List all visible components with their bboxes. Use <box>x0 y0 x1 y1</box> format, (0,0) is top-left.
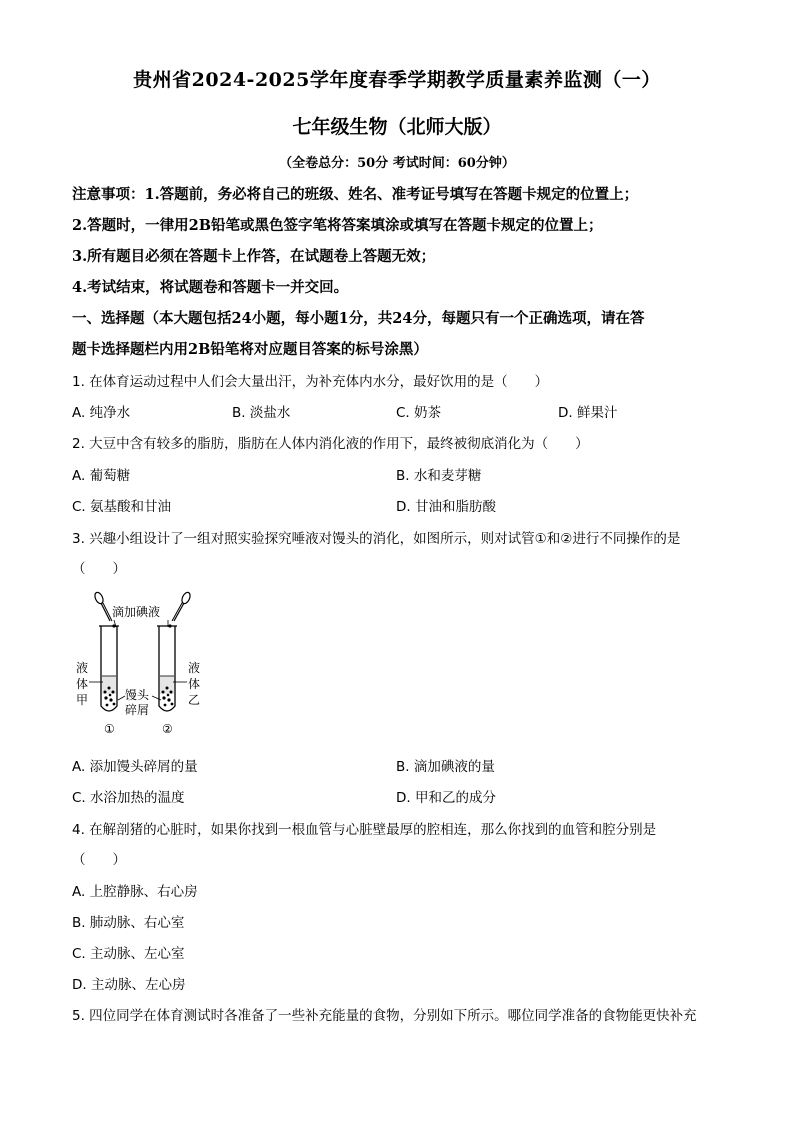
q2-option-c: C. 氨基酸和甘油 <box>72 499 172 515</box>
question-3-stem-bracket: （ ） <box>72 561 126 577</box>
note-2: 2.答题时，一律用2B铅笔或黑色签字笔将答案填涂或填写在答题卡规定的位置上； <box>72 217 603 234</box>
q1-option-b: B. 淡盐水 <box>232 405 291 421</box>
bread-crumbs-label-1: 馒头 <box>125 688 150 702</box>
exam-subject-title: 七年级生物（北师大版） <box>292 116 502 138</box>
q4-option-b: B. 肺动脉、右心室 <box>72 915 185 931</box>
question-5-stem: 5. 四位同学在体育测试时各准备了一些补充能量的食物，分别如下所示。哪位同学准备的食物能更快补充 <box>72 1008 697 1024</box>
liquid-b-label-3: 乙 <box>188 693 201 707</box>
bread-crumbs-label-2: 碎屑 <box>125 703 150 717</box>
note-1: 注意事项：1.答题前，务必将自己的班级、姓名、准考证号填写在答题卡规定的位置上； <box>72 186 639 203</box>
question-4-stem-bracket: （ ） <box>72 852 126 868</box>
liquid-a-label-3: 甲 <box>76 693 89 707</box>
exam-title: 贵州省2024-2025学年度春季学期教学质量素养监测（一） <box>133 69 661 91</box>
drop-iodine-label: 滴加碘液 <box>112 605 161 619</box>
question-2-stem: 2. 大豆中含有较多的脂肪，脂肪在人体内消化液的作用下，最终被彻底消化为（ ） <box>72 436 589 452</box>
liquid-b-label-2: 体 <box>188 677 201 691</box>
note-4: 4.考试结束，将试题卷和答题卡一并交回。 <box>72 279 349 296</box>
q3-option-d: D. 甲和乙的成分 <box>396 790 496 806</box>
q1-option-d: D. 鲜果汁 <box>558 405 618 421</box>
question-1-stem: 1. 在体育运动过程中人们会大量出汗，为补充体内水分，最好饮用的是（ ） <box>72 374 549 390</box>
liquid-b-label-1: 液 <box>188 661 201 675</box>
q1-option-a: A. 纯净水 <box>72 405 131 421</box>
section-heading-line2: 题卡选择题栏内用2B铅笔将对应题目答案的标号涂黑） <box>72 341 428 358</box>
q1-option-c: C. 奶茶 <box>396 405 442 421</box>
q2-option-a: A. 葡萄糖 <box>72 468 131 484</box>
section-heading-line1: 一、选择题（本大题包括24小题，每小题1分，共24分，每题只有一个正确选项，请在答 <box>72 310 645 327</box>
q3-option-a: A. 添加馒头碎屑的量 <box>72 759 198 775</box>
q4-option-d: D. 主动脉、左心房 <box>72 977 186 993</box>
exam-score-time: （全卷总分：50分 考试时间：60分钟） <box>279 156 515 171</box>
q4-option-c: C. 主动脉、左心室 <box>72 946 185 962</box>
liquid-a-label-1: 液 <box>76 661 89 675</box>
test-tube-2 <box>157 626 177 711</box>
test-tube-1 <box>99 626 119 711</box>
question-4-stem: 4. 在解剖猪的心脏时，如果你找到一根血管与心脏壁最厚的腔相连，那么你找到的血管和腔分别是 <box>72 822 657 838</box>
note-3: 3.所有题目必须在答题卡上作答，在试题卷上答题无效； <box>72 248 436 265</box>
dropper-right-icon <box>168 591 191 628</box>
q4-option-a: A. 上腔静脉、右心房 <box>72 884 198 900</box>
liquid-a-label-2: 体 <box>76 677 89 691</box>
q3-option-c: C. 水浴加热的温度 <box>72 790 185 806</box>
question-3-stem: 3. 兴趣小组设计了一组对照实验探究唾液对馒头的消化，如图所示，则对试管①和②进行不同操作的是 <box>72 531 681 547</box>
q2-option-b: B. 水和麦芽糖 <box>396 468 482 484</box>
tube-2-number: ② <box>162 722 173 736</box>
q2-option-d: D. 甘油和脂肪酸 <box>396 499 496 515</box>
q3-option-b: B. 滴加碘液的量 <box>396 759 495 775</box>
test-tube-figure <box>70 588 220 738</box>
tube-1-number: ① <box>104 722 115 736</box>
